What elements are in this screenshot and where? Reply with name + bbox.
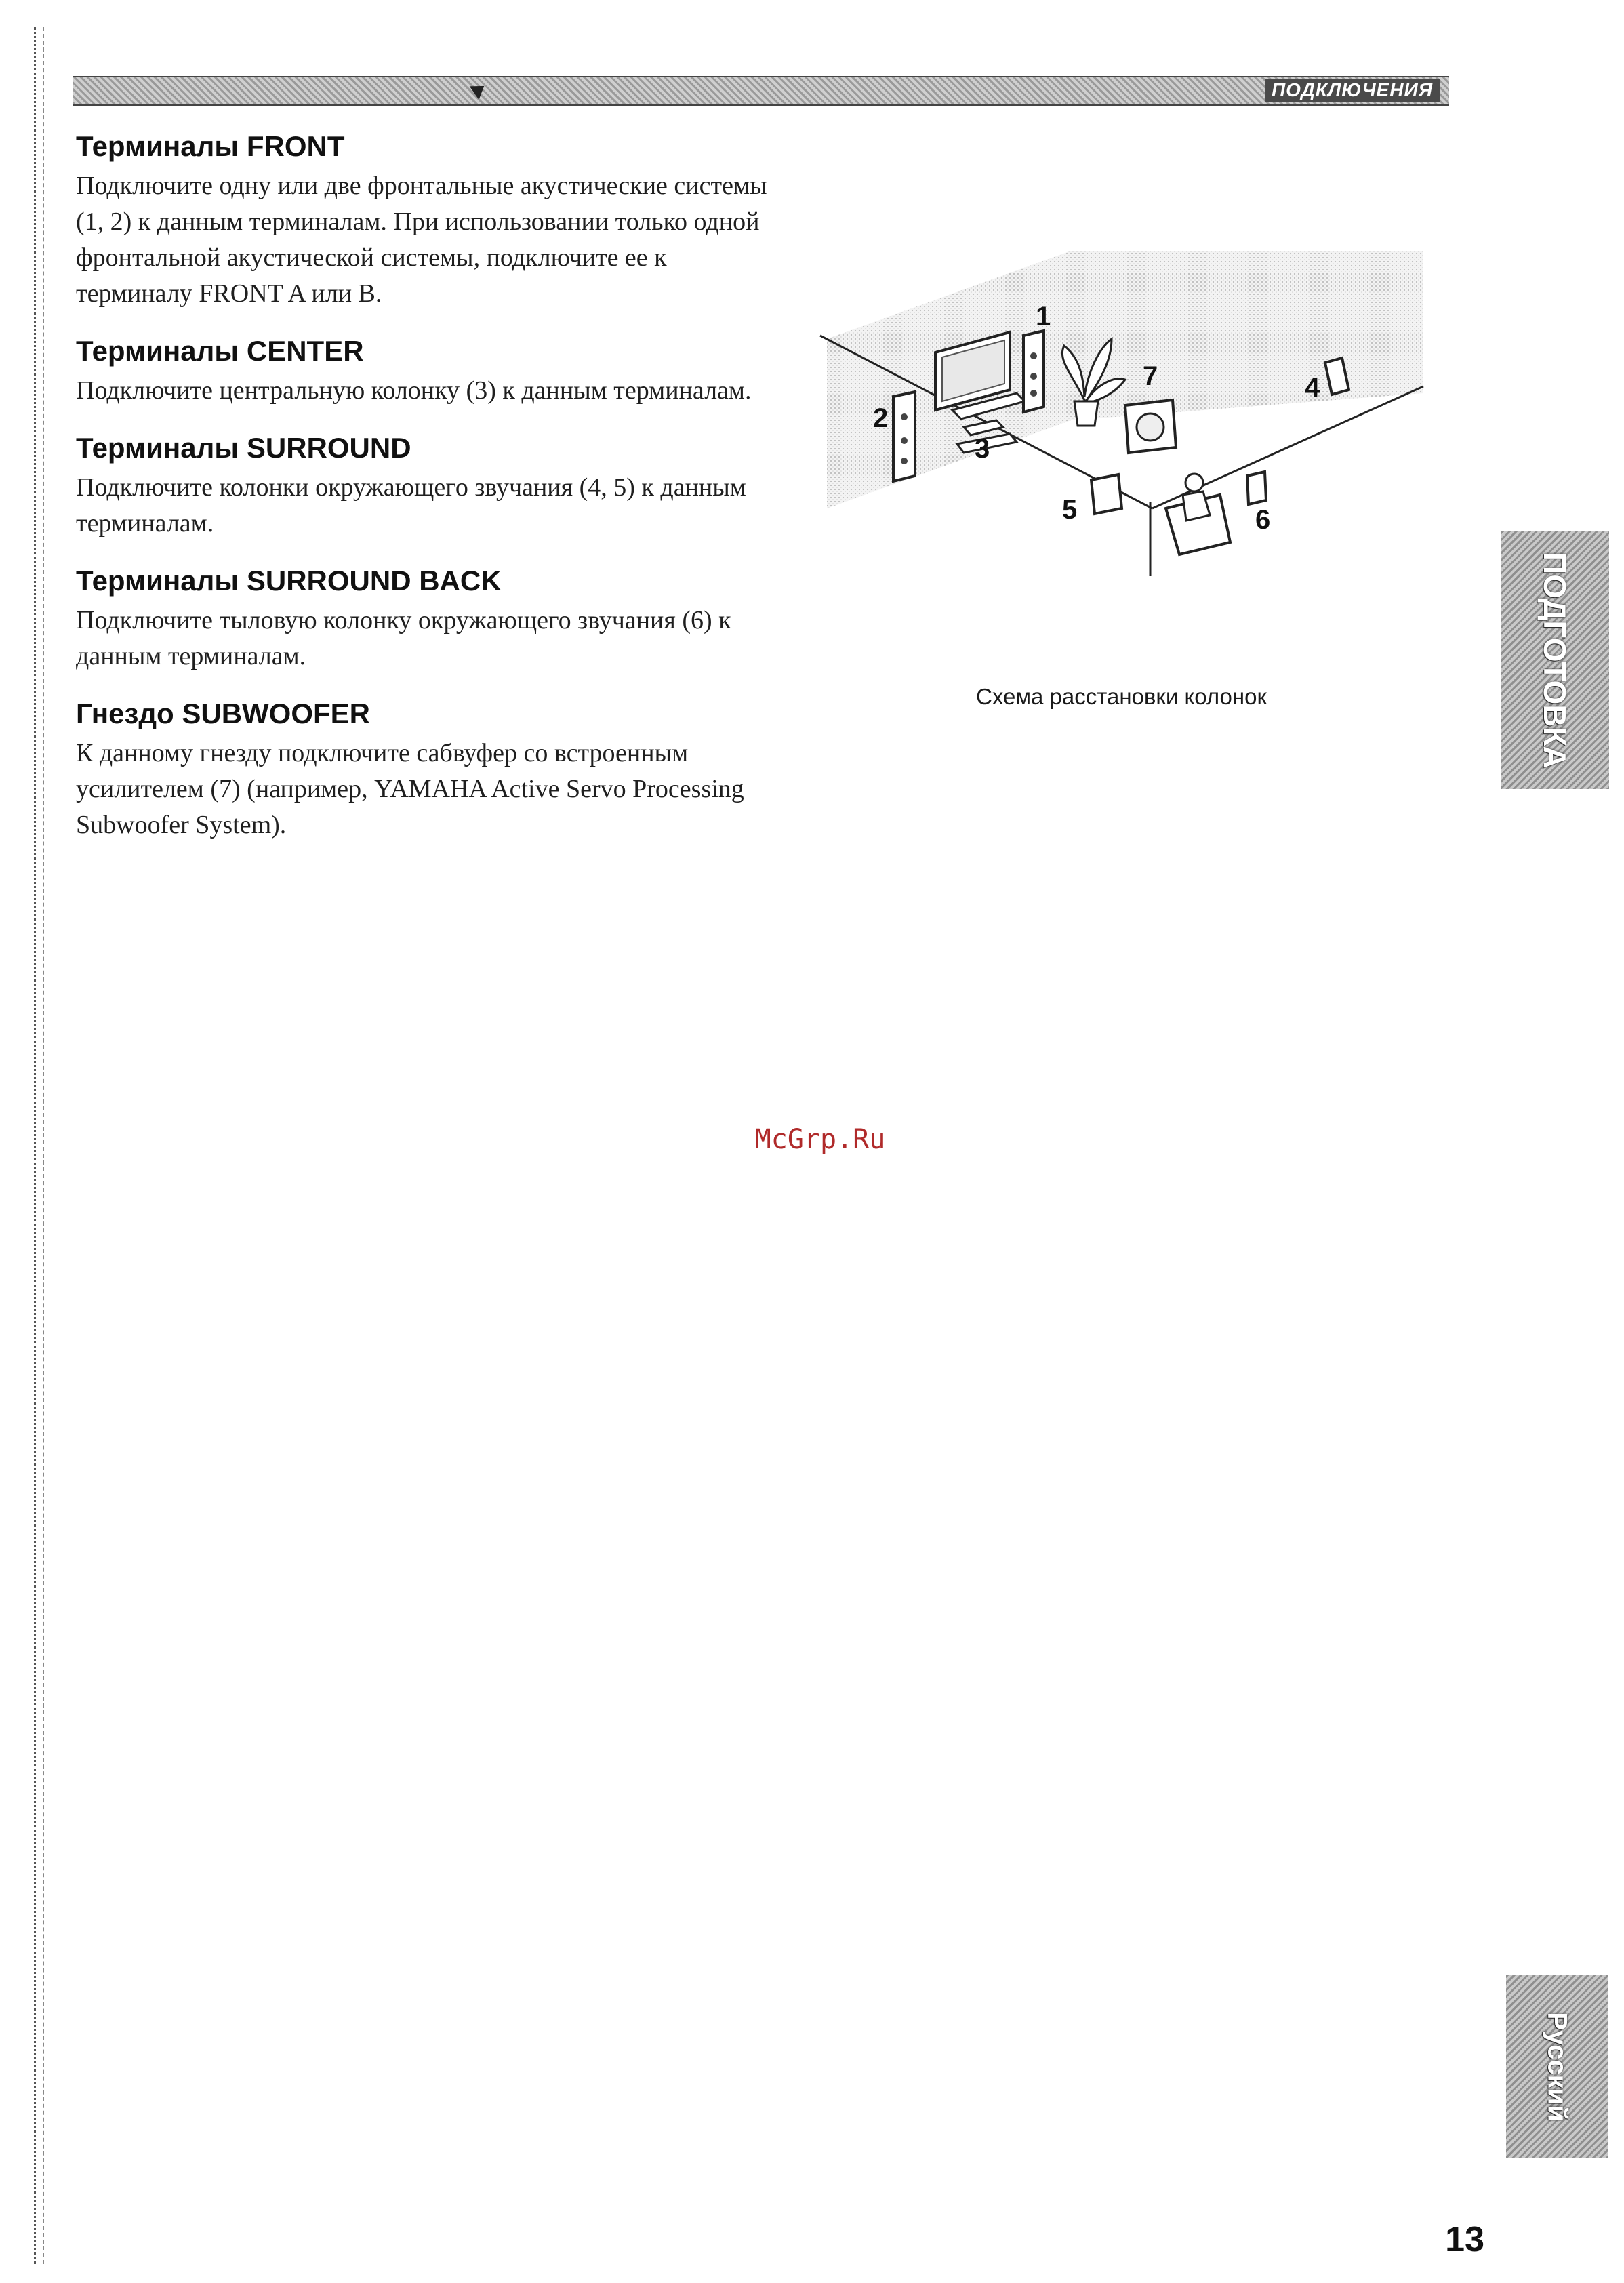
scan-binding-edge (34, 27, 55, 2264)
section-subwoofer (76, 696, 767, 843)
figure-caption: Схема расстановки колонок (976, 684, 1267, 709)
speaker-label-7: 7 (1143, 361, 1158, 391)
speaker-label-1: 1 (1036, 302, 1051, 331)
section-surround (76, 430, 767, 542)
section-text: К данному гнезду подключите сабвуфер со встроенным усилителем (7) (например, YAMAHA Active Servo Processing Subwoofer System). (76, 739, 744, 839)
section-surround-back (76, 563, 767, 674)
speaker-label-4: 4 (1305, 373, 1320, 403)
header-title: ПОДКЛЮЧЕНИЯ (1265, 79, 1440, 102)
section-text: Подключите тыловую колонку окружающего звучания (6) к данным терминалам. (76, 606, 731, 670)
section-heading: Терминалы SURROUND (76, 432, 411, 464)
section-center (76, 334, 767, 409)
side-tab-language-label: Русский (1542, 2012, 1572, 2122)
section-heading: Терминалы SURROUND BACK (76, 565, 502, 597)
section-heading: Гнездо SUBWOOFER (76, 698, 371, 729)
page-number: 13 (1445, 2220, 1484, 2259)
subwoofer-icon (1125, 400, 1176, 453)
surround-back-speaker-icon (1247, 472, 1266, 504)
main-content (76, 129, 767, 865)
surround-speaker-5-icon (1091, 474, 1122, 514)
back-wall (1071, 251, 1423, 420)
section-heading: Терминалы FRONT (76, 130, 345, 162)
speaker-layout-diagram (813, 224, 1437, 576)
section-text: Подключите колонки окружающего звучания (4, 5) к данным терминалам. (76, 473, 746, 538)
speaker-label-2: 2 (873, 403, 889, 433)
section-text: Подключите одну или две фронтальные акустические системы (1, 2) к данным терминалам. При использовании только одной фронтальной акустической системы, подключите ее к терминалу FRONT A или B. (76, 171, 767, 308)
side-tab-section (1501, 531, 1609, 789)
section-text: Подключите центральную колонку (3) к данным терминалам. (76, 376, 752, 405)
side-tab-language (1506, 1975, 1608, 2158)
listener-armchair-icon (1166, 474, 1230, 554)
section-front (76, 129, 767, 312)
header-band (73, 76, 1449, 106)
arrow-icon (470, 79, 489, 100)
section-heading: Терминалы CENTER (76, 335, 364, 367)
watermark: McGrp.Ru (754, 1124, 886, 1155)
speaker-label-6: 6 (1255, 505, 1271, 535)
speaker-label-3: 3 (975, 434, 990, 464)
speaker-label-5: 5 (1062, 495, 1078, 525)
side-tab-section-label: ПОДГОТОВКА (1537, 552, 1572, 769)
front-speaker-2-icon (893, 392, 915, 481)
front-speaker-1-icon (1023, 331, 1044, 412)
